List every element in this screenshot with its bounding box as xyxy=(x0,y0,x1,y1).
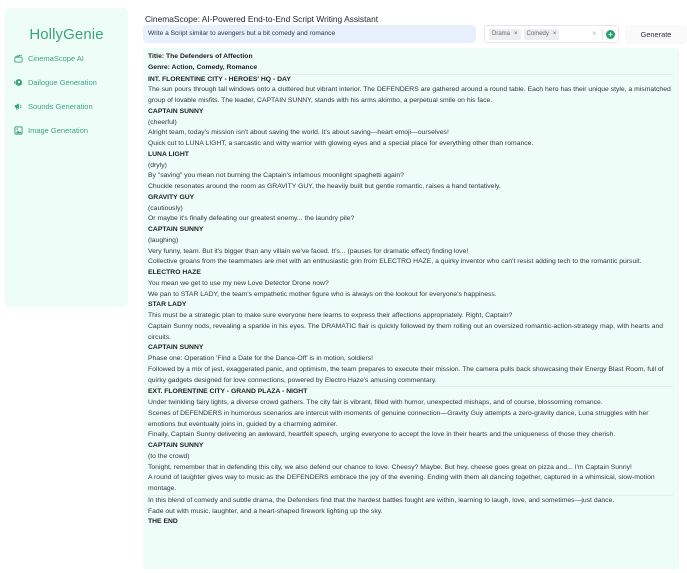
script-line: Fade out with music, laughter, and a heart-shaped firework lighting up the sky. xyxy=(148,507,383,515)
script-heading: EXT. FLORENTINE CITY - GRAND PLAZA - NIGHT xyxy=(148,388,308,396)
script-line: (cheerful) xyxy=(148,118,177,126)
script-heading: INT. FLORENTINE CITY - HEROES' HQ - DAY xyxy=(148,75,291,83)
script-line: By "saving" you mean not burning the Captain's infamous moonlight spaghetti again? xyxy=(148,172,404,180)
script-output xyxy=(143,48,679,569)
script-heading: THE END xyxy=(148,518,178,526)
sidebar-item-label: Sounds Generation xyxy=(28,102,93,112)
prompt-input[interactable] xyxy=(143,25,476,43)
script-heading: STAR LADY xyxy=(148,301,187,309)
script-line: Scenes of DEFENDERS in humorous scenarios are intercut with moments of genuine connection—Gravity Guy attempts a zero-gravity dance, Luna struggles with her emotions but eventually joins in, guided by a charming admirer. xyxy=(148,409,649,428)
script-heading: CAPTAIN SUNNY xyxy=(148,344,204,352)
genre-tag-drama xyxy=(489,29,521,40)
script-line: Captain Sunny nods, revealing a sparkle in his eyes. The DRAMATIC flair is quickly followed by them rolling out an oversized romantic-action-strategy map, with hearts and circuits. xyxy=(148,322,664,341)
script-line: Followed by a mix of jest, exaggerated panic, and optimism, the team prepares to execute their mission. The camera pulls back showcasing their Energy Blast Room, full of quirky gadgets designed for love connections, powered by Electro Haze's amusing commentary. xyxy=(148,365,664,384)
script-heading: CAPTAIN SUNNY xyxy=(148,442,204,449)
script-line: Tonight, remember that in defending this city, we also defend our chance to love. Cheesy? Maybe. But hey, cheese goes great on pizza and... I'm Captain Sunny! xyxy=(148,463,632,471)
script-line: We pan to STAR LADY, the team's empathetic mother figure who is always on the lookout for everyone's happiness. xyxy=(148,290,497,298)
divider xyxy=(602,29,603,40)
script-line: This must be a strategic plan to make sure everyone here learns to express their affections appropriately. Right, Captain? xyxy=(148,312,513,319)
script-line: (cautiously) xyxy=(148,204,183,212)
clapperboard-icon xyxy=(14,54,23,63)
script-line: Collective groans from the teammates are met with an enthusiastic grin from ELECTRO HAZE, a quirky inventor who can't resist adding tech to the romantic pursuit. xyxy=(148,258,642,266)
script-line: (to the crowd) xyxy=(148,452,190,460)
script-line: Very funny, team. But it's bigger than any villain we've faced. It's... (pauses for dramatic effect) finding love! xyxy=(148,247,469,255)
script-heading: ELECTRO HAZE xyxy=(148,269,201,276)
script-lines xyxy=(148,75,673,529)
sidebar xyxy=(5,8,128,307)
brand-title: HollyGenie xyxy=(29,26,104,43)
speech-icon xyxy=(14,78,23,87)
script-genre: Genre: Action, Comedy, Romance xyxy=(148,63,258,71)
script-line: Alright team, today's mission isn't about saving the world. It's about saving—heart emoji—ourselves! xyxy=(148,129,449,137)
sidebar-item-dialogue-generation[interactable] xyxy=(14,76,97,88)
sidebar-item-label: Dailogue Generation xyxy=(28,77,97,87)
script-heading: CAPTAIN SUNNY xyxy=(148,226,204,233)
script-line: (dryly) xyxy=(148,161,167,169)
script-line: A round of laughter gives way to music as the DEFENDERS embrace the joy of the evening. Ending with them all dancing together, captured in a whimsical, slow-motion montage. xyxy=(148,474,655,492)
sidebar-item-image-generation[interactable] xyxy=(14,125,97,137)
sidebar-nav xyxy=(14,52,97,149)
genre-multiselect[interactable] xyxy=(484,25,619,43)
genre-tag-comedy xyxy=(524,29,560,40)
megaphone-icon xyxy=(14,102,23,111)
script-line: Or maybe it's finally defeating our greatest enemy... the laundry pile? xyxy=(148,215,355,223)
script-line: Under twinkling fairy lights, a diverse crowd gathers. The city fair is vibrant, filled with humor, unexpected mishaps, and of course, blossoming romance. xyxy=(148,399,603,406)
clear-all-icon[interactable]: × xyxy=(592,29,597,38)
script-line: Phase one: Operation 'Find a Date for the Dance-Off' is in motion, soldiers! xyxy=(148,355,373,362)
script-line: In this blend of comedy and subtle drama, the Defenders find that the hardest battles fought are within, learning to laugh, love, and sometimes—just dance. xyxy=(148,496,615,504)
page-title: CinemaScope: AI-Powered End-to-End Script Writing Assistant xyxy=(145,14,379,24)
genre-tag-label: Drama xyxy=(492,31,511,37)
add-genre-icon[interactable]: + xyxy=(606,30,615,39)
script-line: You mean we get to use my new Love Detector Drone now? xyxy=(148,279,329,287)
script-line: Finally, Captain Sunny delivering an awkward, heartfelt speech, urging everyone to accept the love in their hearts and the uniqueness of those they cherish. xyxy=(148,431,616,439)
script-title: Title: The Defenders of Affection xyxy=(148,53,253,60)
sidebar-item-label: CinemaScope AI xyxy=(28,53,84,63)
sidebar-item-cinemascope-ai[interactable] xyxy=(14,52,97,64)
genre-tag-label: Comedy xyxy=(526,31,549,37)
script-heading: CAPTAIN SUNNY xyxy=(148,107,204,115)
sidebar-item-sounds-generation[interactable] xyxy=(14,101,97,113)
remove-tag-icon[interactable]: × xyxy=(552,31,557,37)
script-heading: GRAVITY GUY xyxy=(148,193,195,201)
generate-button[interactable]: Generate xyxy=(625,25,687,44)
script-heading: LUNA LIGHT xyxy=(148,150,189,158)
script-line: Chuckle resonates around the room as GRAVITY GUY, the heavily built but gentle romantic, raises a hand tentatively. xyxy=(148,183,501,190)
remove-tag-icon[interactable]: × xyxy=(514,31,518,37)
script-line: The sun pours through tall windows onto a cluttered but vibrant interior. The DEFENDERS are gathered around a round table. Each hero has their unique style, a mismatched group of lovable misfits. The leader, CAPTAIN SUNNY, stands with his arms akimbo, a perpetual smile on his face. xyxy=(148,86,671,104)
image-icon xyxy=(14,126,23,135)
script-line: (laughing) xyxy=(148,236,179,244)
sidebar-item-label: Image Generation xyxy=(28,126,89,136)
script-line: Quick cut to LUNA LIGHT, a sarcastic and witty warrior with glowing eyes and a special place for everything other than romance. xyxy=(148,140,534,147)
